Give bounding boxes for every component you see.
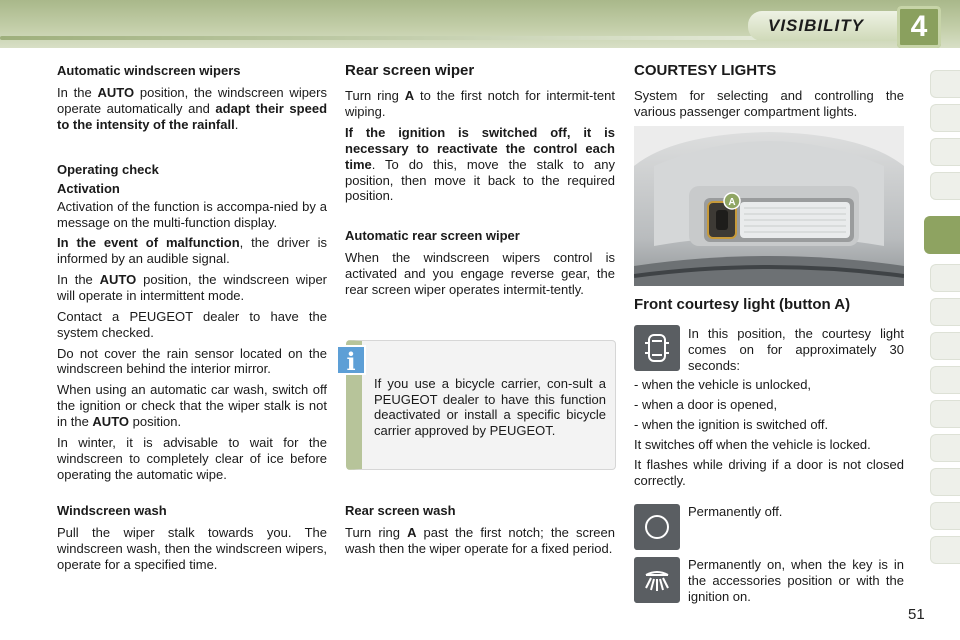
rear-wiper-heading: Rear screen wiper [345,62,475,79]
rear-wash-text [345,525,615,557]
intermittent-text [57,272,327,304]
side-tab-12[interactable] [930,468,960,496]
side-tab-14[interactable] [930,536,960,564]
side-tab-4[interactable] [930,172,960,200]
malfunction-text [57,235,327,267]
text-fragment: , the driver is informed by an audible signal. [57,235,327,267]
windscreen-wash-text: Pull the wiper stalk towards you. The windscreen wash, then the windscreen wipers, operate for a specified time. [57,524,327,572]
side-tab-1[interactable] [930,70,960,98]
front-courtesy-heading: Front courtesy light (button A) [634,296,851,313]
courtesy-heading: COURTESY LIGHTS [634,62,777,79]
text-fragment: Turn ring [345,88,405,104]
front-courtesy-section [634,296,904,322]
side-tab-active[interactable] [924,216,960,254]
perm-on-desc [688,557,904,610]
malfunction-label: In the event of malfunction [57,235,240,251]
off-icon [634,504,680,550]
perm-off-desc [688,504,904,525]
page-number: 51 [908,606,925,623]
perm-on-text: Permanently on, when the key is in the accessories position or with the ignition on. [688,557,904,604]
side-tab-7[interactable] [930,298,960,326]
condition-item: - when a door is opened, [634,396,778,412]
courtesy-light-photo [634,126,904,286]
column-left-check [57,162,327,487]
rear-wash-heading: Rear screen wash [345,503,456,518]
side-tab-8[interactable] [930,332,960,360]
courtesy-conditions [634,377,904,494]
windscreen-wash-section [57,503,327,577]
text-fragment: position. [129,414,182,430]
column-right [634,62,904,125]
front-courtesy-desc [688,326,904,379]
auto-wipers-heading: Automatic windscreen wipers [57,63,241,78]
rear-wiper-text [345,88,615,120]
side-tab-10[interactable] [930,400,960,428]
switch-off-text: It switches off when the vehicle is locked. [634,436,871,452]
courtesy-light-illustration [634,126,904,286]
side-tab-9[interactable] [930,366,960,394]
text-fragment: past the first notch; the screen wash then the wiper operate for a fixed period. [345,524,615,556]
auto-wipers-text [57,85,327,133]
column-middle [345,62,615,209]
rear-wash-section [345,503,615,562]
photo-label-a: A [728,197,736,208]
condition-item: - when the vehicle is unlocked, [634,377,812,392]
perm-off-text: Permanently off. [688,504,783,519]
ring-label: A [407,524,417,540]
always-on-icon [634,557,680,603]
text-fragment: position, the windscreen wiper will operate in intermittent mode. [57,272,327,304]
section-title: VISIBILITY [768,16,864,35]
activation-heading: Activation [57,180,120,196]
winter-text: In winter, it is advisable to wait for the windscreen to completely clear of ice before operating the automatic wipe. [57,434,327,482]
ignition-text [345,125,615,204]
windscreen-wash-heading: Windscreen wash [57,503,167,518]
text-fragment: to the first notch for intermit-tent wiping. [345,88,615,120]
door-light-icon [634,325,680,371]
text-fragment: When using an automatic car wash, switch off the ignition or check that the wiper stalk is not in the [57,382,327,430]
side-tab-3[interactable] [930,138,960,166]
auto-rear-heading: Automatic rear screen wiper [345,228,520,243]
info-icon: i [336,345,366,375]
chapter-number: 4 [910,10,928,43]
auto-keyword: AUTO [92,414,130,430]
column-left [57,63,327,137]
text-fragment: In the [57,272,100,288]
auto-keyword: AUTO [99,272,137,288]
car-wash-text [57,382,327,430]
side-tab-11[interactable] [930,434,960,462]
auto-rear-text: When the windscreen wipers control is activated and you engage reverse gear, the rear screen wiper operates intermit-tently. [345,249,615,297]
side-tab-2[interactable] [930,104,960,132]
info-text: If you use a bicycle carrier, con-sult a PEUGEOT dealer to have this function deactivated or install a specific bicycle carrier approved by PEUGEOT. [374,376,606,438]
side-tab-13[interactable] [930,502,960,530]
contact-text: Contact a PEUGEOT dealer to have the system checked. [57,308,327,340]
side-tab-6[interactable] [930,264,960,292]
emphasis-text: If the ignition is switched off, it is necessary to reactivate the control each time [345,125,615,172]
text-fragment: Turn ring [345,524,408,540]
emphasis-text: adapt their speed to the intensity of the rainfall [57,100,328,132]
auto-rear-section [345,228,615,302]
front-courtesy-text: In this position, the courtesy light comes on for approximately 30 seconds: [688,326,904,373]
auto-keyword: AUTO [97,84,135,100]
text-fragment: . [234,116,239,132]
text-fragment: position, the windscreen wipers operate automatically and [57,84,327,116]
courtesy-text: System for selecting and controlling the various passenger compartment lights. [634,88,904,120]
text-fragment: In the [57,84,98,100]
condition-item: - when the ignition is switched off. [634,416,829,432]
flashes-text: It flashes while driving if a door is not closed correctly. [634,457,904,489]
sensor-text: Do not cover the rain sensor located on the windscreen behind the interior mirror. [57,345,327,377]
operating-check-heading: Operating check [57,162,159,177]
activation-text: Activation of the function is accompa-nied by a message on the multi-function display. [57,198,327,230]
ring-label: A [404,88,415,104]
header-decoration [0,36,770,40]
text-fragment: . To do this, move the stalk to any position, then move it back to the required position. [345,156,615,204]
